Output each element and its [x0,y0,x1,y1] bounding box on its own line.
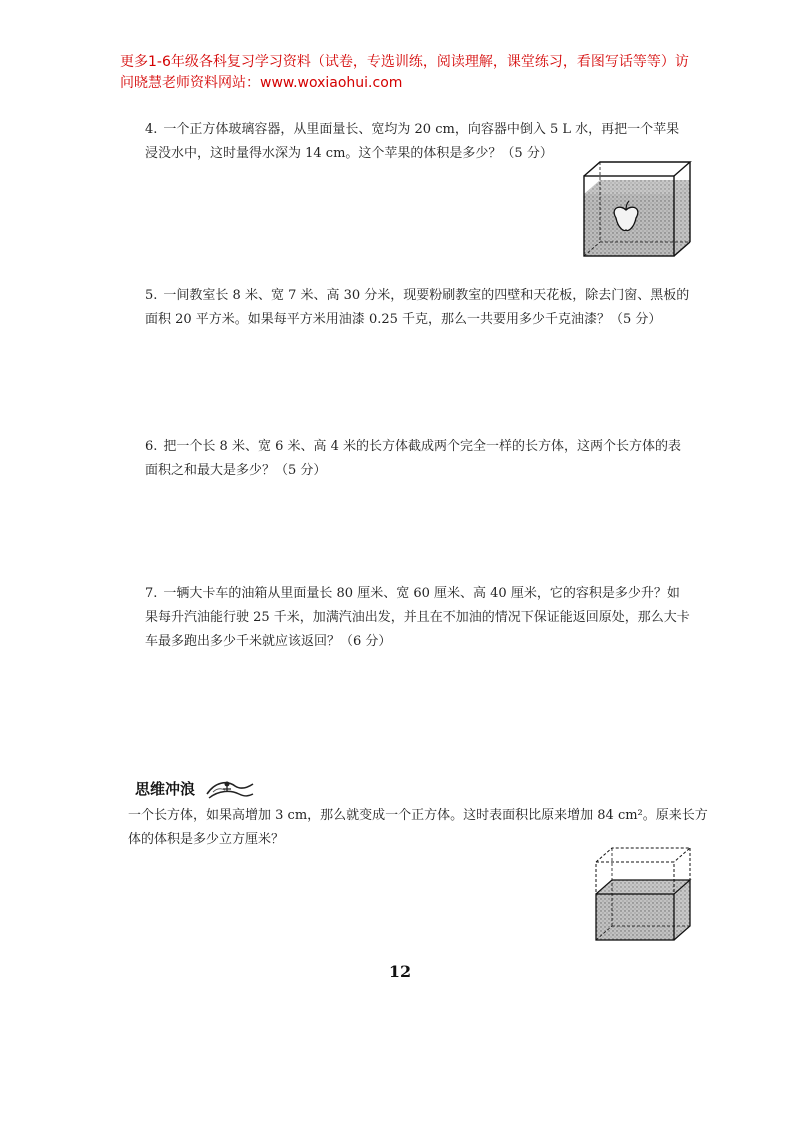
question-5 [145,284,690,332]
section-title: 思维冲浪 [135,780,196,798]
question-7 [145,582,690,654]
question-text: 一个正方体玻璃容器，从里面量长、宽均为 20 cm，向容器中倒入 5 L 水，再把一个苹果浸没水中，这时量得水深为 14 cm。这个苹果的体积是多少？（5 分） [145,122,680,161]
question-text: 把一个长 8 米、宽 6 米、高 4 米的长方体截成两个完全一样的长方体，这两个长方体的表面积之和最大是多少？（5 分） [145,439,682,478]
surfer-wave-icon [205,776,255,800]
question-number: 5. [145,288,158,303]
question-4 [145,118,690,166]
question-number: 6. [145,439,158,454]
question-text: 一间教室长 8 米、宽 7 米、高 30 分米，现要粉刷教室的四壁和天花板，除去门窗、黑板的面积 20 平方米。如果每平方米用油漆 0.25 千克，那么一共要用多少千克油漆？（5 分） [145,288,690,327]
bonus-question: 一个长方体，如果高增加 3 cm，那么就变成一个正方体。这时表面积比原来增加 84 cm²。原来长方体的体积是多少立方厘米？ [128,808,708,847]
page-number: 12 [388,962,412,981]
question-text: 一辆大卡车的油箱从里面量长 80 厘米、宽 60 厘米、高 40 厘米，它的容积是多少升？如果每升汽油能行驶 25 千米，加满汽油出发，并且在不加油的情况下保证能返回原处，那么大卡车最多跑出多少千米就应该返回？（6 分） [145,586,690,649]
question-6 [145,435,690,483]
original-cuboid-front [596,894,674,940]
cuboid-extension-figure [592,842,702,944]
promo-banner: 更多1-6年级各科复习学习资料（试卷，专选训练，阅读理解，课堂练习，看图写话等等）访问晓慧老师资料网站：www.woxiaohui.com [120,54,689,91]
cube-with-apple-figure [580,160,700,260]
question-number: 4. [145,122,158,137]
question-number: 7. [145,586,158,601]
